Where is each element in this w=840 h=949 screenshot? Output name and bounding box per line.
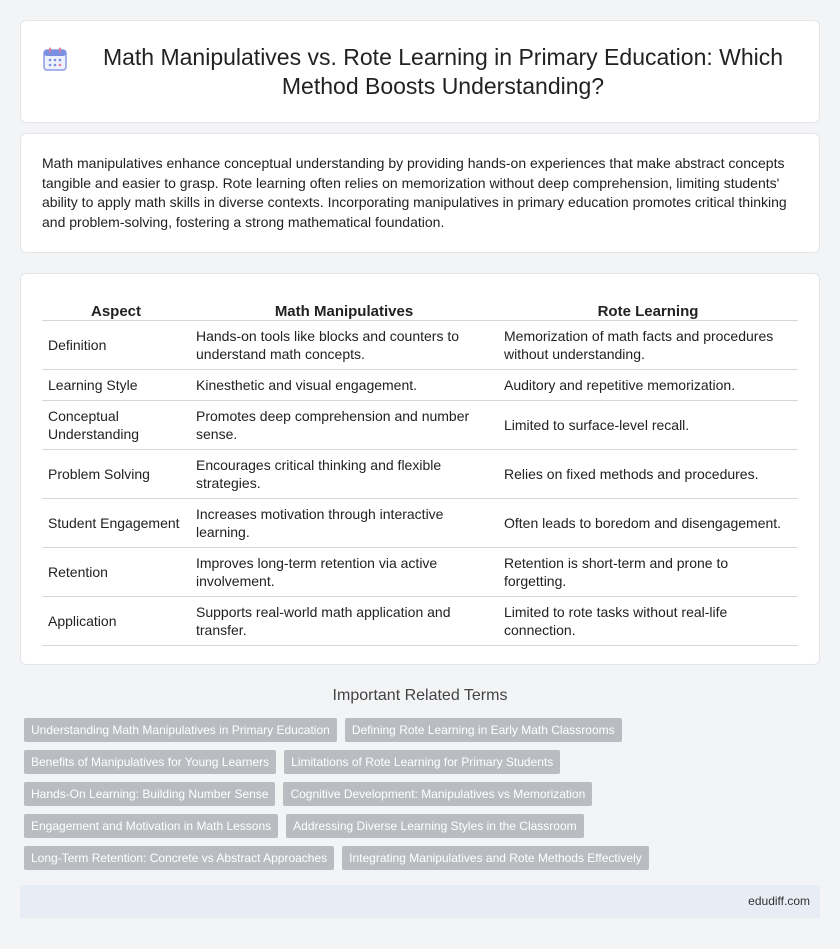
related-term-tag[interactable]: Addressing Diverse Learning Styles in the Classroom: [286, 814, 583, 838]
footer-site-link[interactable]: edudiff.com: [748, 894, 810, 908]
comparison-table: [42, 296, 798, 646]
cell-manipulatives: Supports real-world math application and transfer.: [190, 596, 498, 645]
related-term-tag[interactable]: Long-Term Retention: Concrete vs Abstract Approaches: [24, 846, 334, 870]
related-term-tag[interactable]: Integrating Manipulatives and Rote Methods Effectively: [342, 846, 649, 870]
cell-manipulatives: Encourages critical thinking and flexible strategies.: [190, 449, 498, 498]
related-term-tag[interactable]: Hands-On Learning: Building Number Sense: [24, 782, 275, 806]
table-row: [42, 498, 798, 547]
cell-aspect: Student Engagement: [42, 498, 190, 547]
cell-rote: Auditory and repetitive memorization.: [498, 369, 798, 400]
cell-rote: Memorization of math facts and procedures without understanding.: [498, 320, 798, 369]
cell-rote: Limited to surface-level recall.: [498, 400, 798, 449]
header-card: [20, 20, 820, 123]
page-title: Math Manipulatives vs. Rote Learning in Primary Education: Which Method Boosts Understanding?: [102, 43, 784, 99]
cell-aspect: Retention: [42, 547, 190, 596]
footer: [20, 885, 820, 918]
header-aspect: Aspect: [42, 296, 190, 320]
related-term-tag[interactable]: Understanding Math Manipulatives in Primary Education: [24, 718, 337, 742]
table-row: [42, 596, 798, 645]
cell-manipulatives: Increases motivation through interactive learning.: [190, 498, 498, 547]
related-term-tag[interactable]: Cognitive Development: Manipulatives vs Memorization: [283, 782, 592, 806]
related-term-tag[interactable]: Defining Rote Learning in Early Math Classrooms: [345, 718, 622, 742]
related-term-tag[interactable]: Limitations of Rote Learning for Primary Students: [284, 750, 560, 774]
cell-aspect: Conceptual Understanding: [42, 400, 190, 449]
intro-paragraph: Math manipulatives enhance conceptual understanding by providing hands-on experiences that make abstract concepts tangible and easier to grasp. Rote learning often relies on memorization without deep comprehension, limiting students' ability to apply math skills in diverse contexts. Incorporating manipulatives in primary education promotes critical thinking and problem-solving, fostering a strong mathematical foundation.: [42, 155, 787, 230]
related-term-tag[interactable]: Benefits of Manipulatives for Young Learners: [24, 750, 276, 774]
table-row: [42, 449, 798, 498]
intro-card: [20, 133, 820, 253]
cell-aspect: Definition: [42, 320, 190, 369]
cell-manipulatives: Hands-on tools like blocks and counters to understand math concepts.: [190, 320, 498, 369]
header-rote: Rote Learning: [498, 296, 798, 320]
cell-rote: Retention is short-term and prone to forgetting.: [498, 547, 798, 596]
cell-aspect: Learning Style: [42, 369, 190, 400]
cell-manipulatives: Kinesthetic and visual engagement.: [190, 369, 498, 400]
cell-rote: Often leads to boredom and disengagement.: [498, 498, 798, 547]
table-header-row: [42, 296, 798, 320]
table-row: [42, 369, 798, 400]
cell-aspect: Problem Solving: [42, 449, 190, 498]
related-terms-title: Important Related Terms: [332, 687, 508, 704]
cell-aspect: Application: [42, 596, 190, 645]
cell-rote: Limited to rote tasks without real-life connection.: [498, 596, 798, 645]
cell-rote: Relies on fixed methods and procedures.: [498, 449, 798, 498]
cell-manipulatives: Improves long-term retention via active involvement.: [190, 547, 498, 596]
table-row: [42, 320, 798, 369]
header-manipulatives: Math Manipulatives: [190, 296, 498, 320]
related-term-tag[interactable]: Engagement and Motivation in Math Lessons: [24, 814, 278, 838]
related-terms-list: [24, 718, 824, 878]
cell-manipulatives: Promotes deep comprehension and number sense.: [190, 400, 498, 449]
comparison-table-card: [20, 273, 820, 665]
table-row: [42, 400, 798, 449]
table-row: [42, 547, 798, 596]
calendar-icon: [41, 45, 69, 73]
